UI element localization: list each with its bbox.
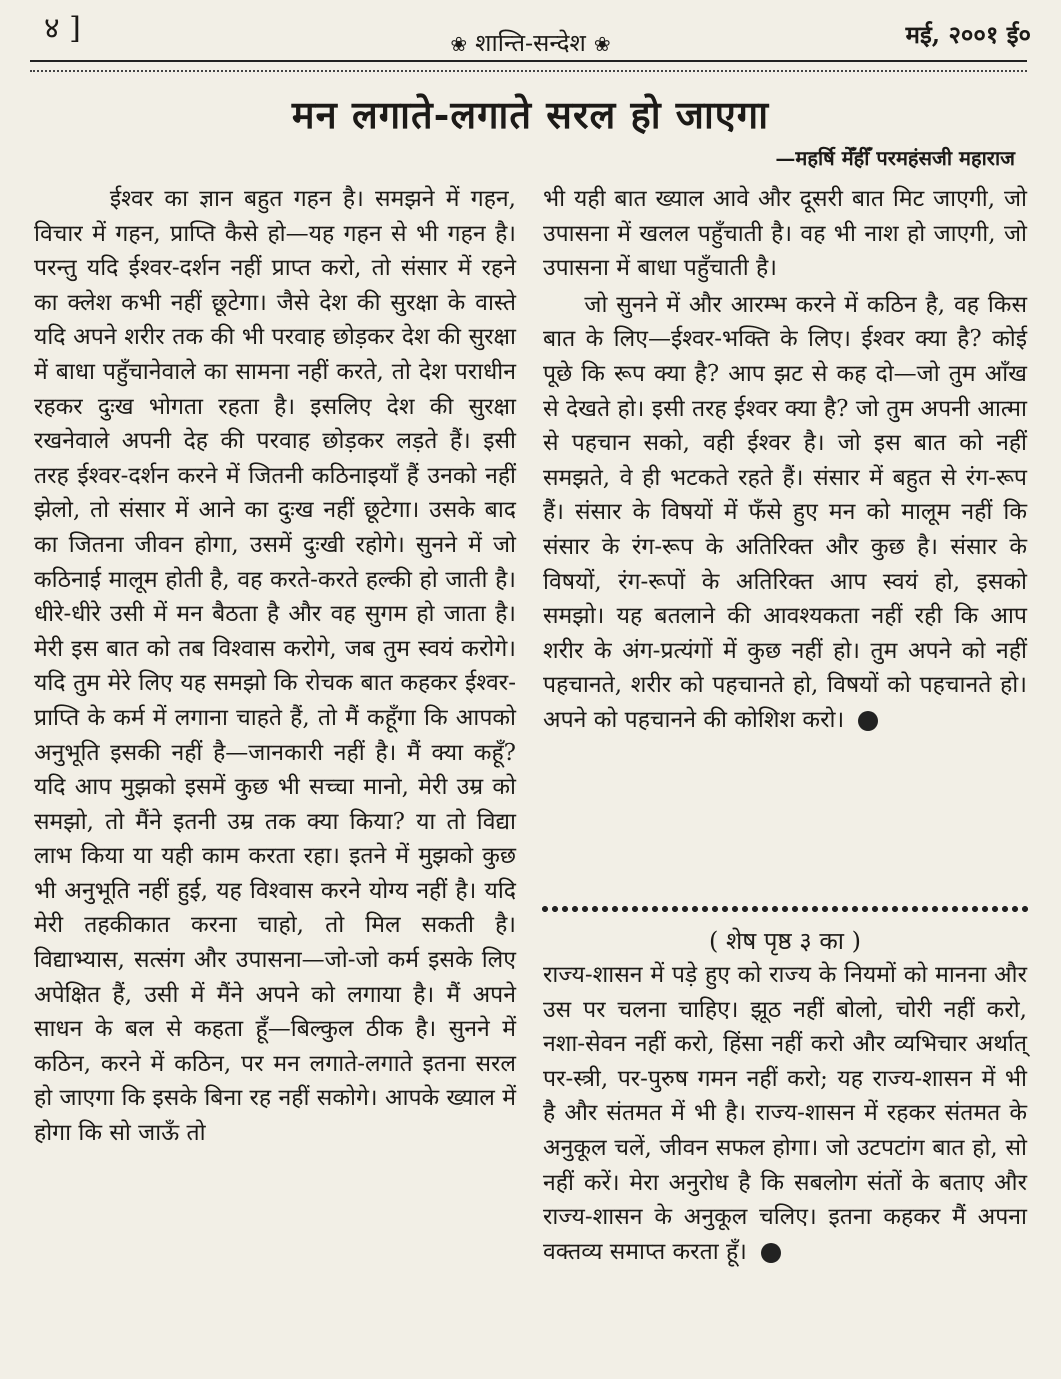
continuation-column	[543, 958, 1027, 1269]
continuation-note: ( शेष पृष्ठ ३ का )	[709, 927, 861, 955]
issue-date: मई, २००१ ई०	[905, 20, 1031, 49]
continuation-text: राज्य-शासन में पड़े हुए को राज्य के नियमों को मानना और उस पर चलना चाहिए। झूठ नहीं बोलो, चोरी नहीं करो, नशा-सेवन नहीं करो, हिंसा नहीं करो और व्यभिचार अर्थात् पर-स्त्री, पर-पुरुष गमन नहीं करो; यह राज्य-शासन में भी है और संतमत में भी है। राज्य-शासन में रहकर संतमत के अनुकूल चलें, जीवन सफल होगा। जो उटपटांग बात हो, सो नहीं करें। मेरा अनुरोध है कि सबलोग संतों के बताए और राज्य-शासन के अनुकूल चलिए। इतना कहकर मैं अपना वक्तव्य समाप्त करता हूँ।	[543, 962, 1027, 1265]
flower-ornament-icon: ❀	[450, 32, 468, 56]
page-number: ४ ]	[44, 11, 81, 46]
article-title: मन लगाते-लगाते सरल हो जाएगा	[291, 92, 770, 137]
right-column-paragraph-2	[543, 288, 1027, 738]
section-separator	[540, 904, 1030, 914]
article-author: —महर्षि मेँहीँ परमहंसजी महाराज	[775, 146, 1015, 170]
right-column	[543, 182, 1027, 738]
end-mark-icon	[858, 711, 878, 731]
left-column	[34, 182, 516, 1151]
right-column-paragraph-1: भी यही बात ख्याल आवे और दूसरी बात मिट जाएगी, जो उपासना में खलल पहुँचाती है। वह भी नाश हो जाएगी, जो उपासना में बाधा पहुँचाती है।	[543, 186, 1027, 282]
continuation-paragraph	[543, 958, 1027, 1269]
right-column-paragraph-2-text: जो सुनने में और आरम्भ करने में कठिन है, वह किस बात के लिए—ईश्वर-भक्ति के लिए। ईश्वर क्या है? कोई पूछे कि रूप क्या है? आप झट से कह दो—जो तुम आँख से देखते हो। इसी तरह ईश्वर क्या है? जो तुम अपनी आत्मा से पहचान सको, वही ईश्वर है। जो इस बात को नहीं समझते, वे ही भटकते रहते हैं। संसार में बहुत से रंग-रूप हैं। संसार के विषयों में फँसे हुए मन को मालूम नहीं कि संसार के रंग-रूप के अतिरिक्त और कुछ है। संसार के विषयों, रंग-रूपों के अतिरिक्त आप स्वयं हो, इसको समझो। यह बतलाने की आवश्यकता नहीं रही कि आप शरीर के अंग-प्रत्यंगों में कुछ नहीं हो। तुम अपने को नहीं पहचानते, शरीर को पहचानते हो, विषयों को पहचानते हो। अपने को पहचानने की कोशिश करो।	[543, 291, 1027, 733]
flower-ornament-icon: ❀	[593, 32, 611, 56]
journal-title: शान्ति-सन्देश	[475, 29, 586, 57]
journal-name	[0, 26, 1061, 59]
end-mark-icon	[761, 1243, 781, 1263]
header-divider	[30, 60, 1027, 72]
page-header	[0, 0, 1061, 70]
left-column-text: ईश्वर का ज्ञान बहुत गहन है। समझने में गहन, विचार में गहन, प्राप्ति कैसे हो—यह गहन से भी गहन है। परन्तु यदि ईश्वर-दर्शन नहीं प्राप्त करो, तो संसार में रहने का क्लेश कभी नहीं छूटेगा। जैसे देश की सुरक्षा के वास्ते यदि अपने शरीर तक की भी परवाह छोड़कर देश की सुरक्षा में बाधा पहुँचानेवाले का सामना नहीं करते, तो देश पराधीन रहकर दुःख भोगता रहता है। इसलिए देश की सुरक्षा रखनेवाले अपनी देह की परवाह छोड़कर लड़ते हैं। इसी तरह ईश्वर-दर्शन करने में जितनी कठिनाइयाँ हैं उनको नहीं झेलो, तो संसार में आने का दुःख नहीं छूटेगा। उसके बाद का जितना जीवन होगा, उसमें दुःखी रहोगे। सुनने में जो कठिनाई मालूम होती है, वह करते-करते हल्की हो जाती है। धीरे-धीरे उसी में मन बैठता है और वह सुगम हो जाता है। मेरी इस बात को तब विश्वास करोगे, जब तुम स्वयं करोगे। यदि तुम मेरे लिए यह समझो कि रोचक बात कहकर ईश्वर-प्राप्ति के कर्म में लगाना चाहते हैं, तो मैं कहूँगा कि आपको अनुभूति इसकी नहीं है—जानकारी नहीं है। मैं क्या कहूँ? यदि आप मुझको इसमें कुछ भी सच्चा मानो, मेरी उम्र को समझो, तो मैंने इतनी उम्र तक क्या किया? या तो विद्या लाभ किया या यही काम करता रहा। इतने में मुझको कुछ भी अनुभूति नहीं हुई, यह विश्वास करने योग्य नहीं है। यदि मेरी तहकीकात करना चाहो, तो मिल सकती है। विद्याभ्यास, सत्संग और उपासना—जो-जो कर्म इसके लिए अपेक्षित हैं, उसी में मैंने अपने को लगाया है। मैं अपने साधन के बल से कहता हूँ—बिल्कुल ठीक है। सुनने में कठिन, करने में कठिन, पर मन लगाते-लगाते इतना सरल हो जाएगा कि इसके बिना रह नहीं सकोगे। आपके ख्याल में होगा कि सो जाऊँ तो	[34, 186, 516, 1147]
